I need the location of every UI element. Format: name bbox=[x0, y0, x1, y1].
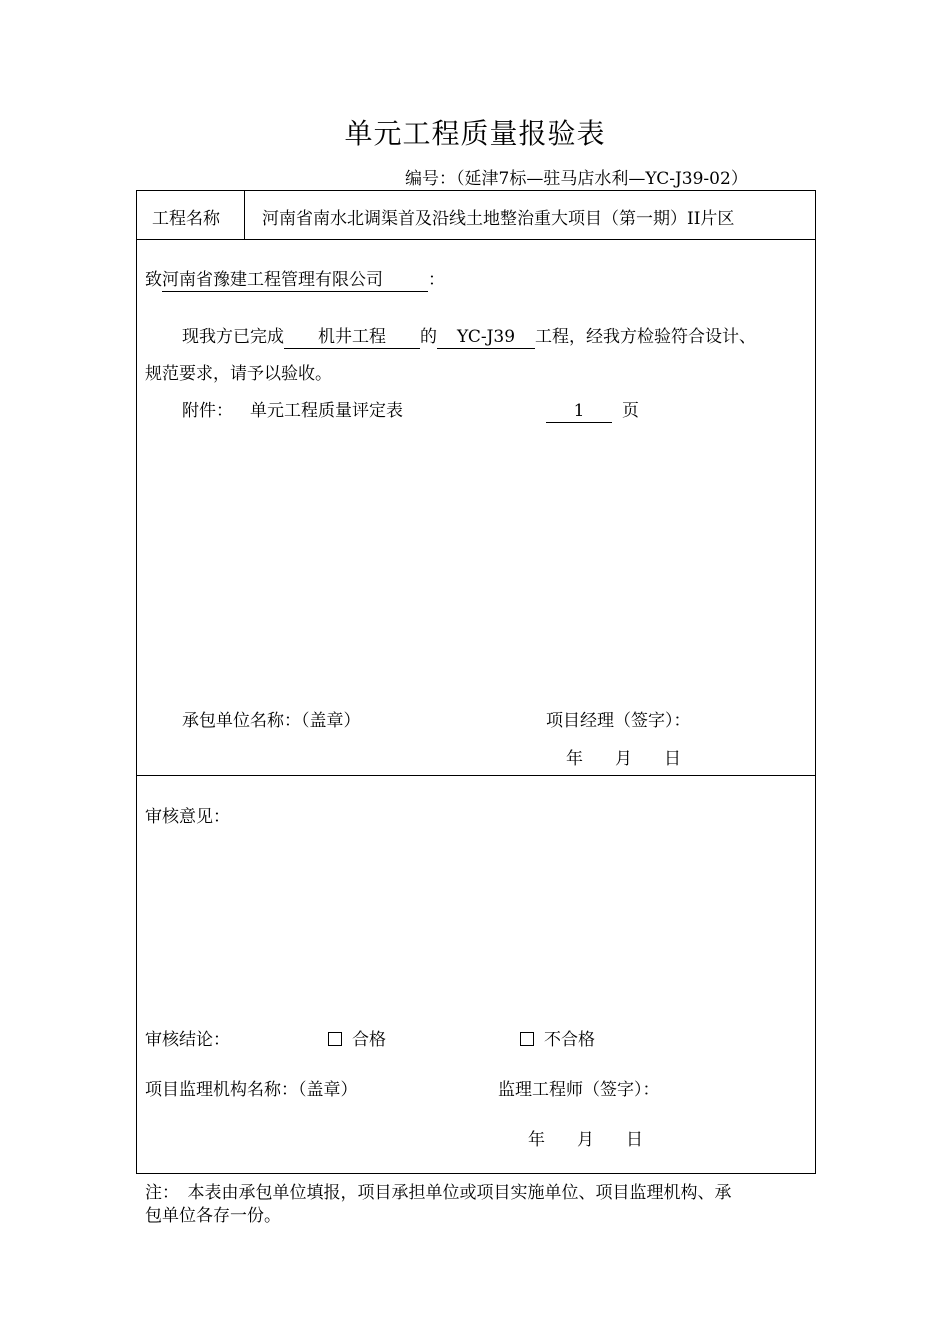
row-divider-project bbox=[136, 239, 816, 240]
review-date-year: 年 bbox=[528, 1130, 545, 1150]
row-divider-review bbox=[136, 775, 816, 776]
note-line-2: 包单位各存一份。 bbox=[145, 1206, 281, 1226]
recipient-suffix: ： bbox=[428, 270, 445, 290]
serial-number: 编号：（延津7标—驻马店水利—YC-J39-02） bbox=[405, 169, 748, 189]
supervisor-org-label: 项目监理机构名称：（盖章） bbox=[145, 1080, 358, 1100]
completion-text-a: 现我方已完成 bbox=[182, 327, 284, 347]
unit-code-field[interactable]: YC-J39 bbox=[437, 327, 535, 349]
report-date-day: 日 bbox=[664, 749, 681, 769]
review-opinion-label: 审核意见： bbox=[145, 807, 230, 827]
pass-checkbox[interactable] bbox=[328, 1032, 342, 1046]
review-date-month: 月 bbox=[577, 1130, 594, 1150]
pass-option[interactable] bbox=[328, 1025, 386, 1050]
project-name-label: 工程名称 bbox=[152, 209, 220, 229]
completion-text-c: 工程，经我方检验符合设计、 bbox=[535, 327, 756, 347]
attachment-pages-unit: 页 bbox=[622, 401, 639, 421]
contractor-label: 承包单位名称：（盖章） bbox=[182, 711, 361, 731]
recipient-org[interactable]: 河南省豫建工程管理有限公司 bbox=[162, 270, 428, 292]
pass-label: 合格 bbox=[352, 1030, 386, 1050]
review-conclusion-label: 审核结论： bbox=[145, 1030, 230, 1050]
report-date bbox=[566, 744, 681, 769]
report-date-year: 年 bbox=[566, 749, 583, 769]
project-name-value: 河南省南水北调渠首及沿线土地整治重大项目（第一期）II片区 bbox=[262, 209, 735, 229]
engineer-signature-label: 监理工程师（签字）： bbox=[498, 1080, 660, 1100]
completion-statement bbox=[182, 322, 756, 349]
page-title: 单元工程质量报验表 bbox=[344, 117, 606, 150]
review-date bbox=[528, 1125, 643, 1150]
attachment-pages-field[interactable]: 1 bbox=[546, 401, 612, 423]
work-name-field[interactable]: 机井工程 bbox=[284, 327, 420, 349]
header-divider bbox=[244, 190, 245, 239]
fail-label: 不合格 bbox=[544, 1030, 595, 1050]
note-line-1: 注： 本表由承包单位填报，项目承担单位或项目实施单位、项目监理机构、承 bbox=[145, 1183, 732, 1203]
review-date-day: 日 bbox=[626, 1130, 643, 1150]
report-date-month: 月 bbox=[615, 749, 632, 769]
manager-signature-label: 项目经理（签字）： bbox=[546, 711, 691, 731]
attachment-doc: 单元工程质量评定表 bbox=[250, 401, 403, 421]
fail-checkbox[interactable] bbox=[520, 1032, 534, 1046]
recipient-prefix: 致 bbox=[145, 270, 162, 290]
attachment-label: 附件： bbox=[182, 401, 233, 421]
fail-option[interactable] bbox=[520, 1025, 595, 1050]
completion-text-b: 的 bbox=[420, 327, 437, 347]
completion-text-line2: 规范要求，请予以验收。 bbox=[145, 364, 332, 384]
attachment-pages-line bbox=[546, 396, 639, 423]
recipient-line bbox=[145, 265, 445, 292]
